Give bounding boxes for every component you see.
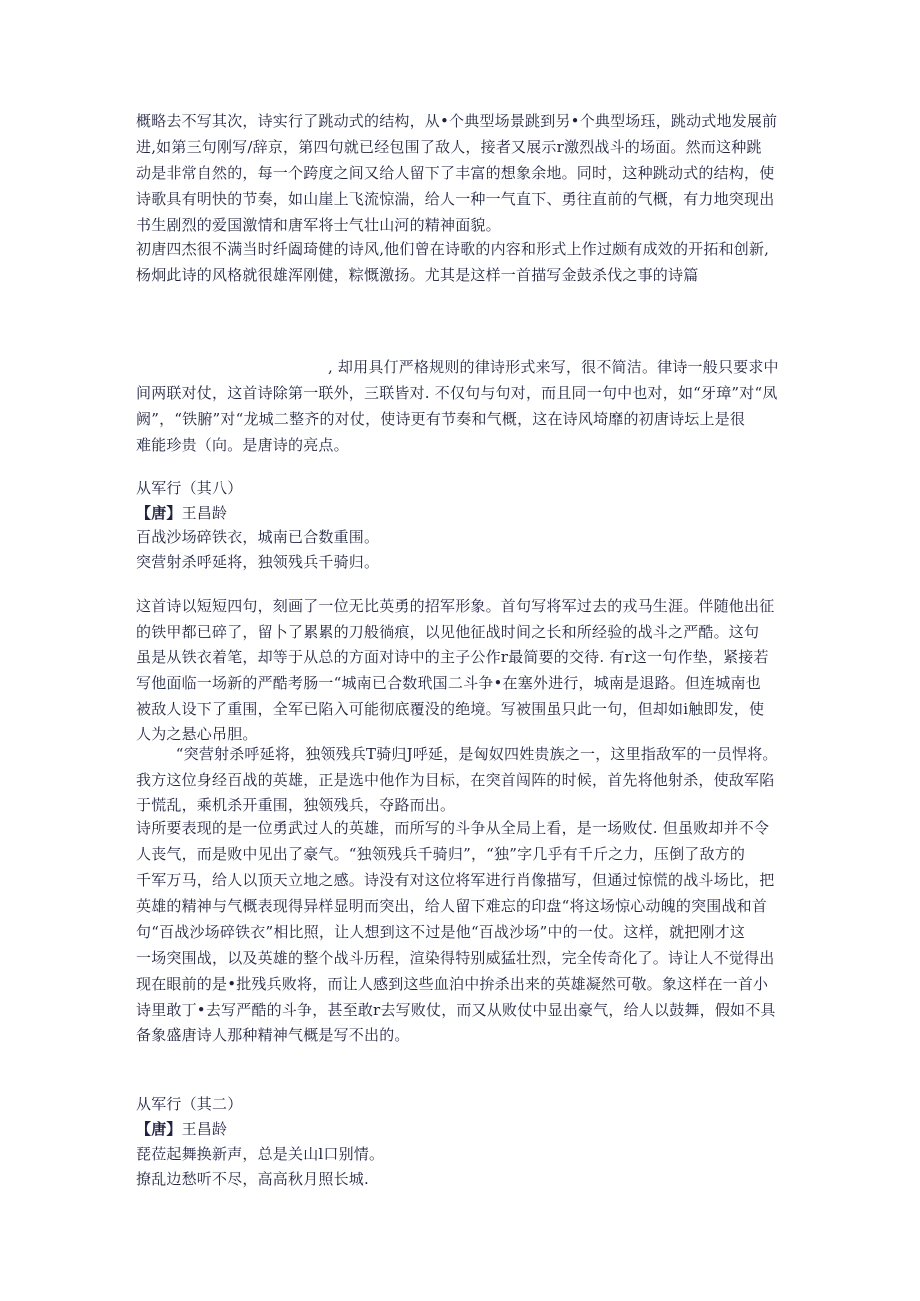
poem2-verse-2: 撩乱边愁听不尽，高高秋月照长城.	[136, 1170, 369, 1188]
poem1-dynasty: 【唐】	[136, 504, 182, 522]
para6-line-7: 现在眼前的是•批残兵败将，而让人感到这些血泊中拚杀出来的英雄凝然可敬。象这样在一首小	[136, 975, 769, 993]
poem2-author-line	[136, 1119, 227, 1139]
para3-line-1: , 却用具仃严格规则的律诗形式来写，很不简洁。律诗一般只要求中	[328, 358, 779, 376]
para1-line-1: 概略去不写其次，诗实行了跳动式的结构，从•个典型场景跳到另•个典型场珏，跳动式地发展前	[136, 112, 778, 130]
para6-line-8: 诗里敢丁•去写严酷的斗争，甚至敢r去写败仗，而又从败仗中显出豪气，给人以鼓舞，假如不具	[136, 1001, 776, 1019]
para5-line-3: 于慌乱，乘机杀开重围，独领残兵，夺路而出。	[136, 796, 456, 814]
para1-line-5: 书生剧烈的爱国激情和唐军将士气壮山河的精神面貌。	[136, 216, 501, 234]
para4-line-6: 人为之悬心吊胆。	[136, 725, 258, 743]
para1-line-2: 进,如第三句刚写/辞京，第四句就已经包围了敌人，接者又展示r激烈战斗的场面。然而这种跳	[136, 138, 762, 156]
poem2-dynasty: 【唐】	[136, 1120, 182, 1138]
poem2-author: 王昌龄	[181, 1120, 228, 1138]
poem1-title: 从军行（其八）	[136, 479, 243, 497]
para6-line-3: 千军万马，给人以顶天立地之感。诗没有对这位将军进行肖像描写，但通过惊慌的战斗场比，把	[136, 871, 775, 889]
para4-line-2: 的铁甲都已碎了，留卜了累累的刀般徜痕，以见他征战时间之长和所经验的战斗之严酷。这句	[136, 623, 760, 641]
para4-line-3: 虽是从铁衣着笔，却等于从总的方面对诗中的主子公作r最简要的交待. 有r这一句作垫，紧接若	[136, 648, 769, 666]
para6-line-5: 句“百战沙场碎铁衣”相比照，让人想到这不过是他“百战沙场”中的一仗。这样，就把刚才这	[136, 923, 746, 941]
para6-line-1: 诗所要表现的是一位勇武过人的英雄，而所写的斗争从全局上看，是一场败仗. 但虽败却并不令	[136, 819, 770, 837]
para4-line-5: 被敌人设下了重围，全军已陷入可能彻底覆没的绝境。写被围虽只此一句，但却如i触即发，使	[136, 700, 765, 718]
para5-line-1: “突营射杀呼延将，独领残兵T骑归J呼延，是匈奴四姓贵族之一，这里指敌军的一员悍将。	[136, 745, 778, 763]
para2-line-2: 杨炯此诗的风格就很雄浑刚健，粽慨激扬。尤其是这样一首描写金鼓杀伐之事的诗篇	[136, 266, 699, 284]
para3-line-2: 间两联对仗，这首诗除第一联外，三联皆对. 不仅句与句对，而且同一句中也对，如“牙璋”对“凤	[136, 384, 778, 402]
poem1-author-line	[136, 503, 227, 523]
para3-line-4: 难能珍贵（向。是唐诗的亮点。	[136, 436, 349, 454]
para4-line-4: 写他面临一场新的严酷考肠一“城南已合数玳国二斗争•在塞外进行，城南是退路。但连城南也	[136, 674, 761, 692]
poem2-verse-1: 琵莅起舞换新声，总是关山l口别情。	[136, 1145, 385, 1163]
poem1-author: 王昌龄	[181, 504, 228, 522]
para6-line-9: 备象盛唐诗人那种精神气概是写不出的。	[136, 1026, 410, 1044]
para6-line-4: 英雄的精神与气概表现得异样显明而突出，给人留下难忘的印盘“将这场惊心动魄的突围战和首	[136, 897, 768, 915]
poem1-verse-1: 百战沙场碎铁衣，城南已合数重围。	[136, 528, 380, 546]
para1-line-4: 诗歌具有明快的节奏，如山崖上飞流惊湍，给人一种一气直下、勇往直前的气概，有力地突现出	[136, 190, 775, 208]
para2-line-1: 初唐四杰很不满当时纤阖琦健的诗风,他们曾在诗歌的内容和形式上作过颇有成效的开拓和创新,	[136, 240, 770, 258]
para4-line-1: 这首诗以短短四句，刻画了一位无比英勇的招军形象。首句写将军过去的戎马生涯。伴随他出征	[136, 597, 775, 615]
para6-line-6: 一场突围战，以及英雄的整个战斗历程，渲染得特别威猛壮烈，完全传奇化了。诗让人不觉得出	[136, 949, 775, 967]
para3-line-3: 阙”，“铁腑”对“龙城二整齐的对仗，使诗更有节奏和气概，这在诗风埼靡的初唐诗坛上是很	[136, 410, 746, 428]
para1-line-3: 动是非常自然的，每一个跨度之间又给人留下了丰富的想象余地。同时，这种跳动式的结构，使	[136, 164, 775, 182]
para6-line-2: 人丧气，而是败中见出了豪气。“独领残兵千骑归”，“独”字几乎有千斤之力，压倒了敌方的	[136, 845, 746, 863]
poem2-title: 从军行（其二）	[136, 1095, 243, 1113]
para5-line-2: 我方这位身经百战的英雄，正是选中他作为目标，在突首闯阵的时候，首先将他射杀，使敌军陷	[136, 771, 775, 789]
poem1-verse-2: 突营射杀呼延将，独领残兵千骑归。	[136, 553, 380, 571]
